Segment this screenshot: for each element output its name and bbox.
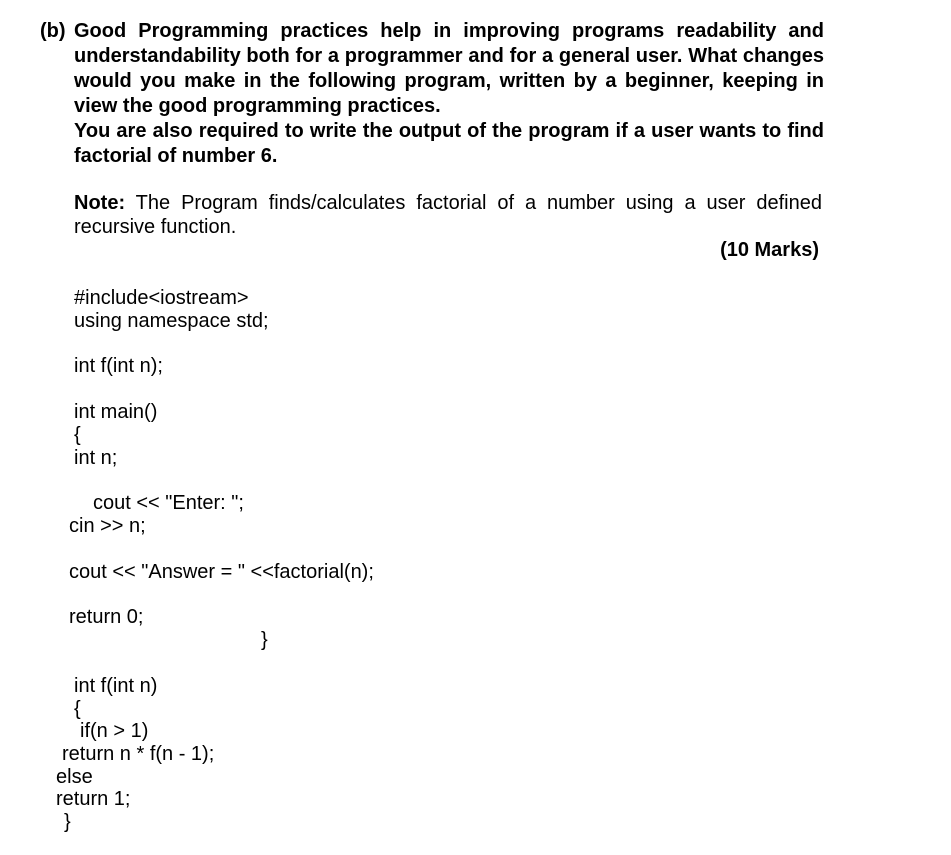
code-line: return n * f(n - 1); bbox=[62, 743, 215, 765]
note-text: The Program finds/calculates factorial of a number using a user defined recursive function. bbox=[74, 192, 822, 238]
code-line: cin >> n; bbox=[69, 515, 146, 537]
code-line: int main() bbox=[74, 401, 158, 423]
code-line: int n; bbox=[74, 447, 118, 469]
code-line: int f(int n); bbox=[74, 355, 163, 377]
marks-label: (10 Marks) bbox=[720, 239, 819, 261]
note-label: Note: bbox=[74, 192, 126, 214]
code-line: if(n > 1) bbox=[80, 720, 149, 742]
code-line: else bbox=[56, 766, 93, 788]
code-line: return 0; bbox=[69, 606, 144, 628]
question-paragraph-2: You are also required to write the output of the program if a user wants to find factorial of number 6. bbox=[74, 120, 824, 167]
code-line: int f(int n) bbox=[74, 675, 158, 697]
question-paragraph-1: Good Programming practices help in improving programs readability and understandability both for a programmer and for a general user. What changes would you make in the following program, written by a beginner, keeping in view the good programming practices. bbox=[74, 20, 824, 117]
code-line: cout << "Enter: "; bbox=[93, 492, 244, 514]
code-line: using namespace std; bbox=[74, 310, 269, 332]
code-line: } bbox=[261, 629, 268, 651]
code-line: cout << "Answer = " <<factorial(n); bbox=[69, 561, 374, 583]
code-line: return 1; bbox=[56, 788, 131, 810]
question-text bbox=[74, 19, 824, 169]
question-label: (b) bbox=[40, 20, 66, 42]
note-paragraph bbox=[74, 191, 822, 239]
code-line: { bbox=[74, 424, 81, 446]
code-line: { bbox=[74, 698, 81, 720]
code-line: } bbox=[64, 811, 71, 833]
code-line: #include<iostream> bbox=[74, 287, 249, 309]
